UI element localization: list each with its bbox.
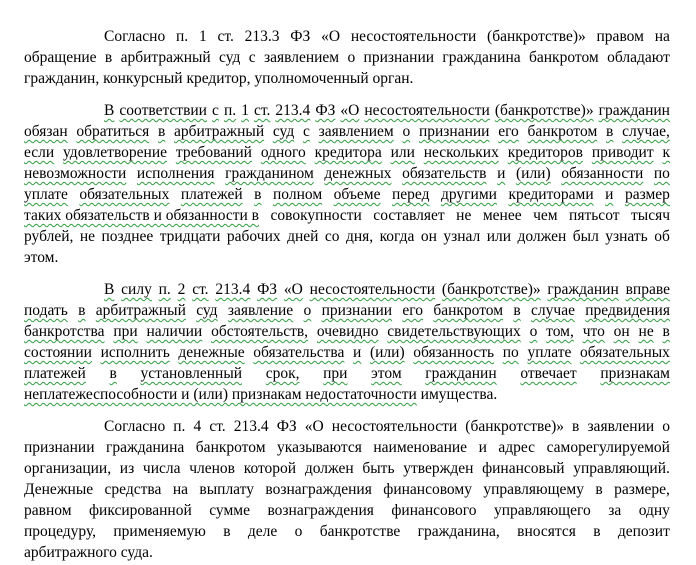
word: не bbox=[638, 323, 654, 340]
word: признании bbox=[321, 302, 393, 319]
word: банкротом bbox=[527, 123, 598, 140]
word: ст. bbox=[209, 418, 226, 435]
word: рабочих bbox=[226, 228, 281, 245]
word: п. bbox=[223, 102, 237, 119]
word: обязанность bbox=[413, 344, 495, 361]
word: объеме bbox=[333, 186, 381, 203]
word: средства bbox=[104, 481, 162, 498]
word: «О bbox=[321, 28, 341, 45]
word: должен bbox=[304, 460, 354, 477]
word: суд bbox=[196, 302, 218, 319]
word: ст. bbox=[253, 102, 271, 119]
word: денежных bbox=[324, 165, 392, 182]
text-line bbox=[24, 185, 670, 207]
word: он bbox=[613, 323, 630, 340]
word: управляющий. bbox=[573, 460, 670, 477]
word: ФЗ bbox=[276, 418, 297, 435]
word: о bbox=[303, 302, 312, 319]
word: из bbox=[119, 460, 135, 477]
word: гражданин bbox=[425, 365, 497, 382]
text-line bbox=[24, 164, 670, 186]
word: наличии bbox=[146, 323, 203, 340]
word: предвидения bbox=[585, 302, 670, 319]
word: к bbox=[662, 144, 670, 161]
text-line bbox=[24, 122, 670, 144]
word: фиксированной bbox=[88, 502, 192, 519]
word: том, bbox=[546, 323, 574, 340]
word: что bbox=[582, 323, 605, 340]
word: узнать bbox=[605, 228, 648, 245]
word: приводит bbox=[591, 144, 654, 161]
word: 213.4 bbox=[275, 102, 311, 119]
word: банкротстве bbox=[319, 523, 401, 540]
word: ст. bbox=[217, 28, 234, 45]
word: очевидно bbox=[316, 323, 379, 340]
text-line bbox=[24, 343, 670, 365]
word: обязательства bbox=[253, 344, 345, 361]
text-line bbox=[24, 227, 670, 249]
word: уплате bbox=[24, 186, 68, 203]
word: другими bbox=[440, 186, 497, 203]
word: соответствии bbox=[119, 102, 207, 119]
text-line: этом. bbox=[24, 249, 59, 266]
word: депозит bbox=[617, 523, 670, 540]
word: 213.4 bbox=[215, 281, 251, 298]
word: финансовый bbox=[482, 460, 565, 477]
word: в bbox=[595, 481, 603, 498]
word: равном bbox=[24, 502, 72, 519]
word: когда bbox=[379, 228, 415, 245]
word: В bbox=[104, 281, 115, 298]
text-fragment: имущества. bbox=[416, 386, 498, 403]
word: позднее bbox=[101, 228, 154, 245]
word: (банкротстве)» bbox=[494, 102, 594, 119]
text-line bbox=[24, 143, 670, 165]
word: п. bbox=[158, 281, 171, 298]
word: об bbox=[654, 228, 670, 245]
text-line bbox=[24, 385, 497, 407]
word: применяемую bbox=[113, 523, 206, 540]
word: одну bbox=[638, 502, 670, 519]
word: полном bbox=[273, 186, 323, 203]
word: за bbox=[608, 502, 622, 519]
word: кредитора bbox=[314, 144, 382, 161]
word: при bbox=[323, 365, 348, 382]
word: требований bbox=[175, 144, 252, 161]
word: гражданина, bbox=[417, 523, 500, 540]
word: саморегулируемой bbox=[546, 439, 670, 456]
text-line bbox=[104, 27, 670, 49]
text-line bbox=[104, 280, 670, 302]
text-line bbox=[104, 101, 670, 123]
word: адрес bbox=[498, 439, 536, 456]
word: процедуру, bbox=[24, 523, 97, 540]
word: должен bbox=[517, 228, 567, 245]
word: утвержден bbox=[403, 460, 474, 477]
word: при bbox=[113, 323, 138, 340]
text-line bbox=[24, 501, 670, 523]
word: денежные bbox=[178, 344, 245, 361]
word: организации, bbox=[24, 460, 112, 477]
word: гражданин bbox=[598, 102, 670, 119]
word: в bbox=[662, 323, 670, 340]
word: обращение bbox=[24, 49, 97, 66]
word: обязательств bbox=[402, 165, 487, 182]
word: платежей bbox=[180, 186, 243, 203]
word: управляющего bbox=[493, 502, 591, 519]
word: обязан bbox=[24, 123, 68, 140]
word: обязательных bbox=[79, 186, 170, 203]
word: п. bbox=[173, 418, 186, 435]
word: (или) bbox=[369, 344, 405, 361]
word: гражданина bbox=[106, 439, 185, 456]
word: со bbox=[324, 228, 340, 245]
word: в bbox=[606, 123, 614, 140]
word: с bbox=[302, 123, 310, 140]
word: Согласно bbox=[104, 28, 166, 45]
word: гражданином bbox=[225, 165, 314, 182]
word: по bbox=[502, 344, 519, 361]
word: о bbox=[294, 523, 303, 540]
word: о bbox=[402, 123, 411, 140]
text-line bbox=[24, 480, 670, 502]
text-fragment: совокупности составляет не менее чем пятьсот тысяч bbox=[259, 207, 670, 224]
word: банкротом bbox=[195, 439, 266, 456]
word: несостоятельности bbox=[350, 28, 477, 45]
word: признании bbox=[363, 49, 435, 66]
word: обязательных bbox=[580, 344, 670, 361]
word: невозможности bbox=[24, 165, 127, 182]
word: деле bbox=[247, 523, 278, 540]
word: в bbox=[593, 523, 601, 540]
word: на bbox=[172, 481, 188, 498]
word: суд bbox=[272, 123, 295, 140]
word: управляющему bbox=[483, 481, 584, 498]
word: свидетельствующих bbox=[387, 323, 521, 340]
word: установленный bbox=[140, 365, 243, 382]
word: суд bbox=[219, 49, 241, 66]
word: арбитражный bbox=[120, 49, 211, 66]
word: финансовому bbox=[383, 481, 472, 498]
word: и bbox=[353, 344, 362, 361]
word: если bbox=[24, 144, 55, 161]
word: арбитражный bbox=[174, 123, 265, 140]
word: рублей, bbox=[24, 228, 74, 245]
word: тридцати bbox=[159, 228, 221, 245]
word: 1 bbox=[198, 28, 207, 45]
word: обстоятельств, bbox=[211, 323, 309, 340]
word: несостоятельности bbox=[331, 418, 458, 435]
word: ФЗ bbox=[290, 28, 311, 45]
word: членов bbox=[189, 460, 235, 477]
word: узнал bbox=[443, 228, 481, 245]
word: о bbox=[662, 418, 670, 435]
word: вносятся bbox=[517, 523, 576, 540]
word: заявление bbox=[227, 302, 294, 319]
word: подать bbox=[24, 302, 68, 319]
text-line bbox=[24, 364, 670, 386]
word: (банкротстве)» bbox=[441, 281, 541, 298]
highlighted-fragment: неплатежеспособности и (или) признакам недостаточности bbox=[24, 386, 417, 403]
word: он bbox=[420, 228, 437, 245]
word: в bbox=[104, 49, 113, 66]
word: в bbox=[254, 186, 262, 203]
text-line bbox=[24, 522, 670, 544]
word: (банкротстве)» bbox=[487, 28, 586, 45]
word: исполнения bbox=[136, 165, 215, 182]
word: 213.4 bbox=[233, 418, 269, 435]
word: Денежные bbox=[24, 481, 94, 498]
word: уплате bbox=[527, 344, 572, 361]
word: числа bbox=[142, 460, 181, 477]
word: «О bbox=[340, 102, 360, 119]
word: выплату bbox=[199, 481, 254, 498]
word: о bbox=[529, 323, 538, 340]
word: или bbox=[486, 228, 512, 245]
word: исполнить bbox=[100, 344, 170, 361]
word: удовлетворение bbox=[63, 144, 168, 161]
text-line bbox=[24, 438, 670, 460]
word: п. bbox=[175, 28, 189, 45]
word: размере, bbox=[614, 481, 670, 498]
word: ст. bbox=[192, 281, 209, 298]
text-line bbox=[104, 417, 670, 439]
word: был bbox=[572, 228, 599, 245]
word: платежей bbox=[24, 365, 86, 382]
word: ФЗ bbox=[315, 102, 336, 119]
word: «О bbox=[283, 281, 303, 298]
word: случае, bbox=[622, 123, 670, 140]
word: о bbox=[347, 49, 356, 66]
word: быть bbox=[362, 460, 395, 477]
text-line bbox=[24, 322, 670, 344]
word: (банкротстве)» bbox=[465, 418, 564, 435]
word: указываются bbox=[277, 439, 362, 456]
text-line: гражданин, конкурсный кредитор, уполномоченный орган. bbox=[24, 70, 414, 87]
word: в bbox=[78, 302, 86, 319]
word: признакам bbox=[600, 365, 670, 382]
word: и bbox=[497, 165, 506, 182]
word: заявлением bbox=[263, 49, 340, 66]
word: признании bbox=[418, 123, 490, 140]
word: по bbox=[653, 165, 670, 182]
word: кредиторов bbox=[507, 144, 583, 161]
word: и bbox=[605, 186, 614, 203]
word: (или) bbox=[515, 165, 551, 182]
text-line bbox=[24, 206, 670, 228]
word: В bbox=[104, 102, 115, 119]
word: этом bbox=[371, 365, 402, 382]
word: состоянии bbox=[24, 344, 92, 361]
word: «О bbox=[304, 418, 324, 435]
word: в bbox=[572, 418, 580, 435]
word: и bbox=[478, 439, 487, 456]
word: гражданина bbox=[442, 49, 521, 66]
word: правом bbox=[596, 28, 644, 45]
word: признании bbox=[24, 439, 95, 456]
text-line bbox=[24, 459, 670, 481]
word: в bbox=[223, 523, 231, 540]
word: банкротства bbox=[24, 323, 105, 340]
word: одного bbox=[260, 144, 306, 161]
word: банкротом bbox=[529, 49, 599, 66]
word: Согласно bbox=[104, 418, 166, 435]
word: обратиться bbox=[76, 123, 150, 140]
word: арбитражный bbox=[95, 302, 186, 319]
text-line: арбитражного суда. bbox=[24, 544, 153, 561]
word: дней bbox=[287, 228, 319, 245]
word: заявлением bbox=[318, 123, 394, 140]
word: или bbox=[390, 144, 415, 161]
word: отвечает bbox=[520, 365, 577, 382]
word: заявлении bbox=[587, 418, 655, 435]
text-line bbox=[24, 48, 670, 70]
word: сумме bbox=[209, 502, 250, 519]
word: его bbox=[498, 123, 519, 140]
word: срок, bbox=[265, 365, 300, 382]
word: банкротом bbox=[433, 302, 504, 319]
word: дня, bbox=[345, 228, 374, 245]
text-line bbox=[24, 301, 670, 323]
word: размер bbox=[624, 186, 670, 203]
word: ФЗ bbox=[257, 281, 278, 298]
word: в bbox=[109, 365, 117, 382]
word: перед bbox=[391, 186, 430, 203]
word: вознаграждения bbox=[267, 502, 374, 519]
word: с bbox=[212, 102, 219, 119]
word: кредиторами bbox=[508, 186, 594, 203]
word: 2 bbox=[177, 281, 186, 298]
word: финансового bbox=[391, 502, 477, 519]
word: наименование bbox=[373, 439, 468, 456]
word: с bbox=[248, 49, 256, 66]
word: в bbox=[157, 123, 166, 140]
word: случае bbox=[531, 302, 575, 319]
word: силу bbox=[121, 281, 152, 298]
word: 4 bbox=[193, 418, 202, 435]
word: несостоятельности bbox=[364, 102, 490, 119]
word: обладают bbox=[607, 49, 670, 66]
word: не bbox=[79, 228, 96, 245]
word: нескольких bbox=[423, 144, 499, 161]
word: гражданин bbox=[547, 281, 619, 298]
word: вознаграждения bbox=[265, 481, 372, 498]
word: 1 bbox=[241, 102, 249, 119]
word: вправе bbox=[625, 281, 670, 298]
word: обязанности bbox=[561, 165, 644, 182]
word: в bbox=[513, 302, 521, 319]
word: которой bbox=[243, 460, 297, 477]
word: на bbox=[654, 28, 670, 45]
word: несостоятельности bbox=[309, 281, 436, 298]
highlighted-fragment: таких обязательств и обязанности в bbox=[24, 207, 259, 224]
word: его bbox=[402, 302, 424, 319]
word: 213.3 bbox=[244, 28, 280, 45]
